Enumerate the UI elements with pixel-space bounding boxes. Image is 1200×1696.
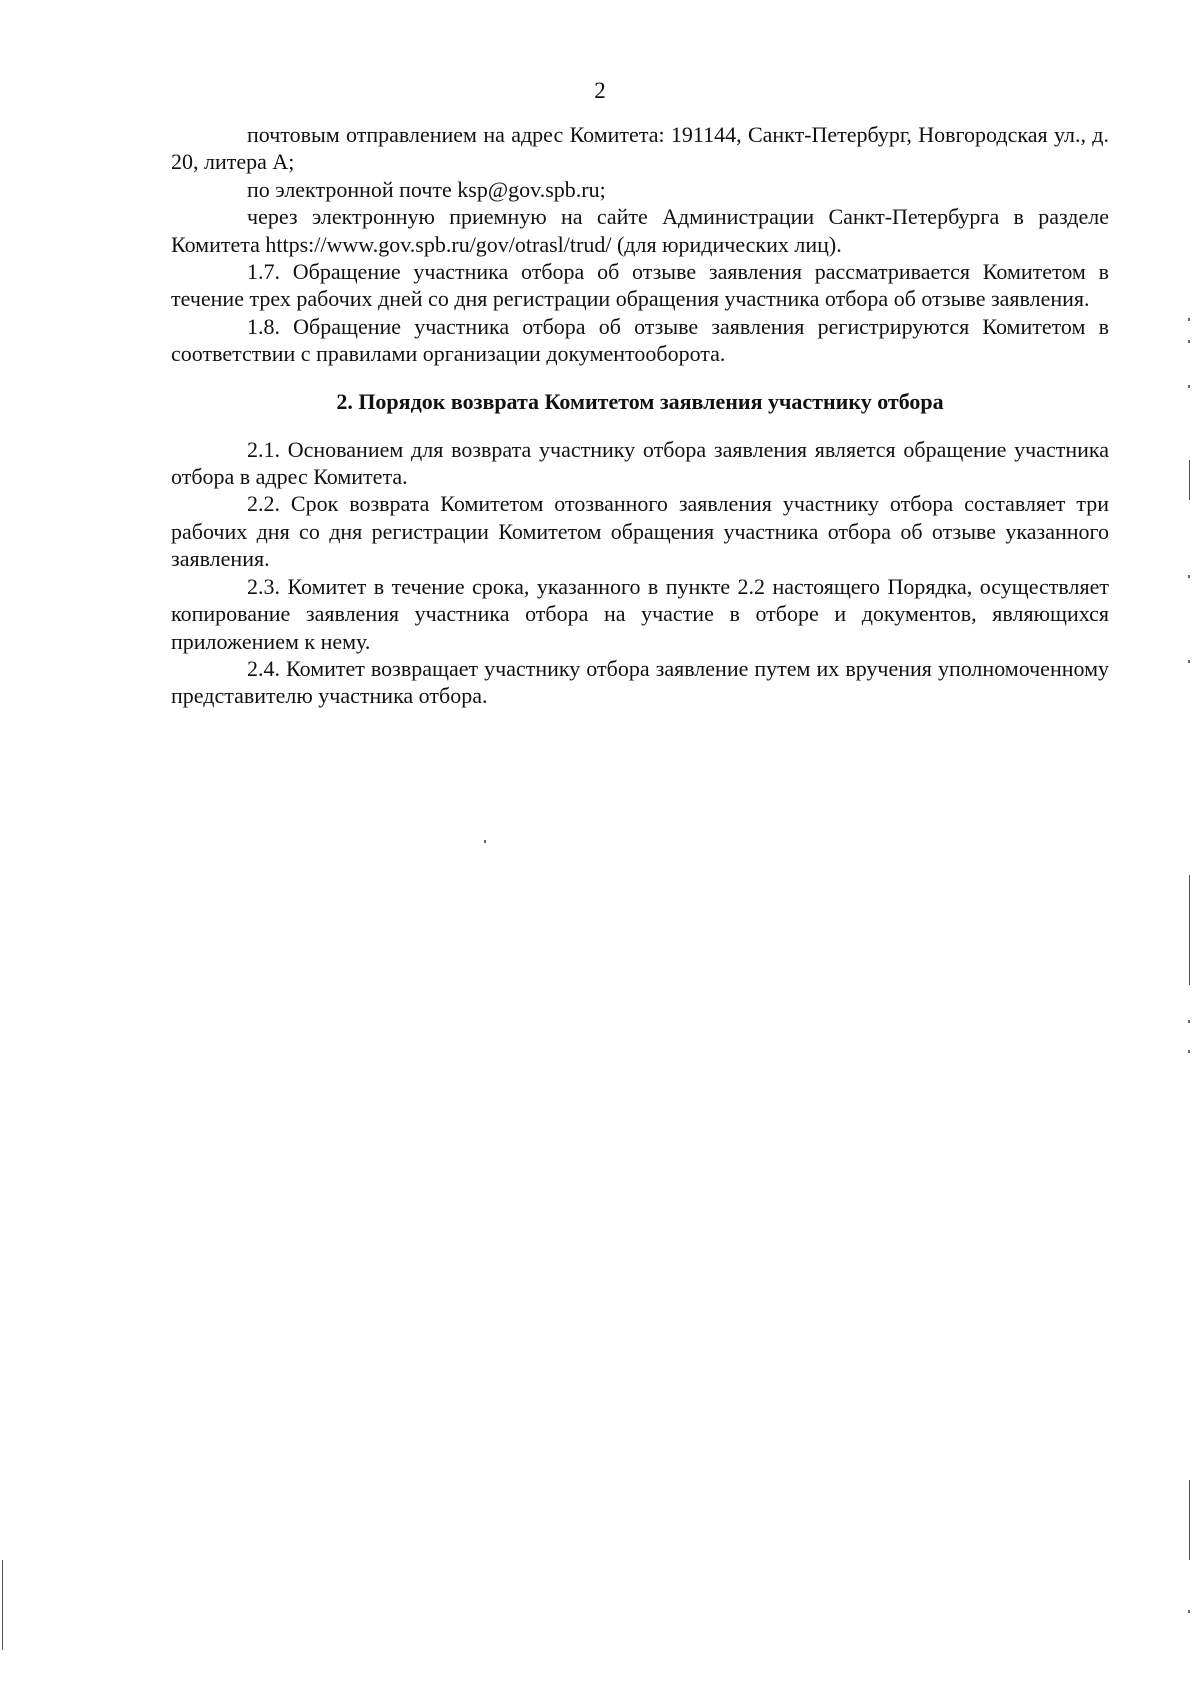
scan-artifact	[1189, 875, 1190, 985]
scan-artifact	[1188, 340, 1190, 343]
paragraph-1-7: 1.7. Обращение участника отбора об отзыве заявления рассматривается Комитетом в течение трех рабочих дней со дня регистрации обращения участника отбора об отзыве заявления.	[171, 259, 1109, 312]
scan-artifact	[1189, 460, 1190, 500]
scan-artifact	[1189, 1480, 1190, 1560]
scan-artifact	[1188, 1020, 1190, 1023]
scan-artifact	[1188, 575, 1190, 578]
paragraph-electronic-reception: через электронную приемную на сайте Администрации Санкт-Петербурга в разделе Комитета https://www.gov.spb.ru/gov/otrasl/trud/ (для юридических лиц).	[171, 204, 1109, 257]
section-heading: 2. Порядок возврата Комитетом заявления участнику отбора	[336, 388, 944, 414]
scan-artifact	[2, 1560, 3, 1650]
scan-artifact	[1188, 318, 1190, 321]
page-number: 2	[594, 78, 606, 103]
scan-artifact	[1188, 1610, 1190, 1613]
scan-artifact	[1188, 660, 1190, 663]
paragraph-2-3: 2.3. Комитет в течение срока, указанного в пункте 2.2 настоящего Порядка, осуществляет копирование заявления участника отбора на участие в отборе и документов, являющихся приложением к нему.	[171, 573, 1109, 654]
scan-artifact	[1188, 1050, 1190, 1053]
document-body	[171, 121, 1109, 710]
scan-artifact	[1188, 385, 1190, 388]
scan-artifact	[484, 840, 486, 843]
paragraph-1-8: 1.8. Обращение участника отбора об отзыве заявления регистрируются Комитетом в соответствии с правилами организации документооборота.	[171, 313, 1109, 367]
paragraph-postal-address: почтовым отправлением на адрес Комитета: 191144, Санкт-Петербург, Новгородская ул., д. 20, литера А;	[171, 122, 1109, 175]
paragraph-2-1: 2.1. Основанием для возврата участнику отбора заявления является обращение участника отбора в адрес Комитета.	[171, 436, 1109, 490]
paragraph-email: по электронной почте ksp@gov.spb.ru;	[247, 176, 606, 202]
paragraph-2-2: 2.2. Срок возврата Комитетом отозванного заявления участнику отбора составляет три рабочих дня со дня регистрации Комитетом обращения участника отбора об отзыве указанного заявления.	[171, 491, 1109, 572]
paragraph-2-4: 2.4. Комитет возвращает участнику отбора заявление путем их вручения уполномоченному представителю участника отбора.	[171, 655, 1109, 709]
